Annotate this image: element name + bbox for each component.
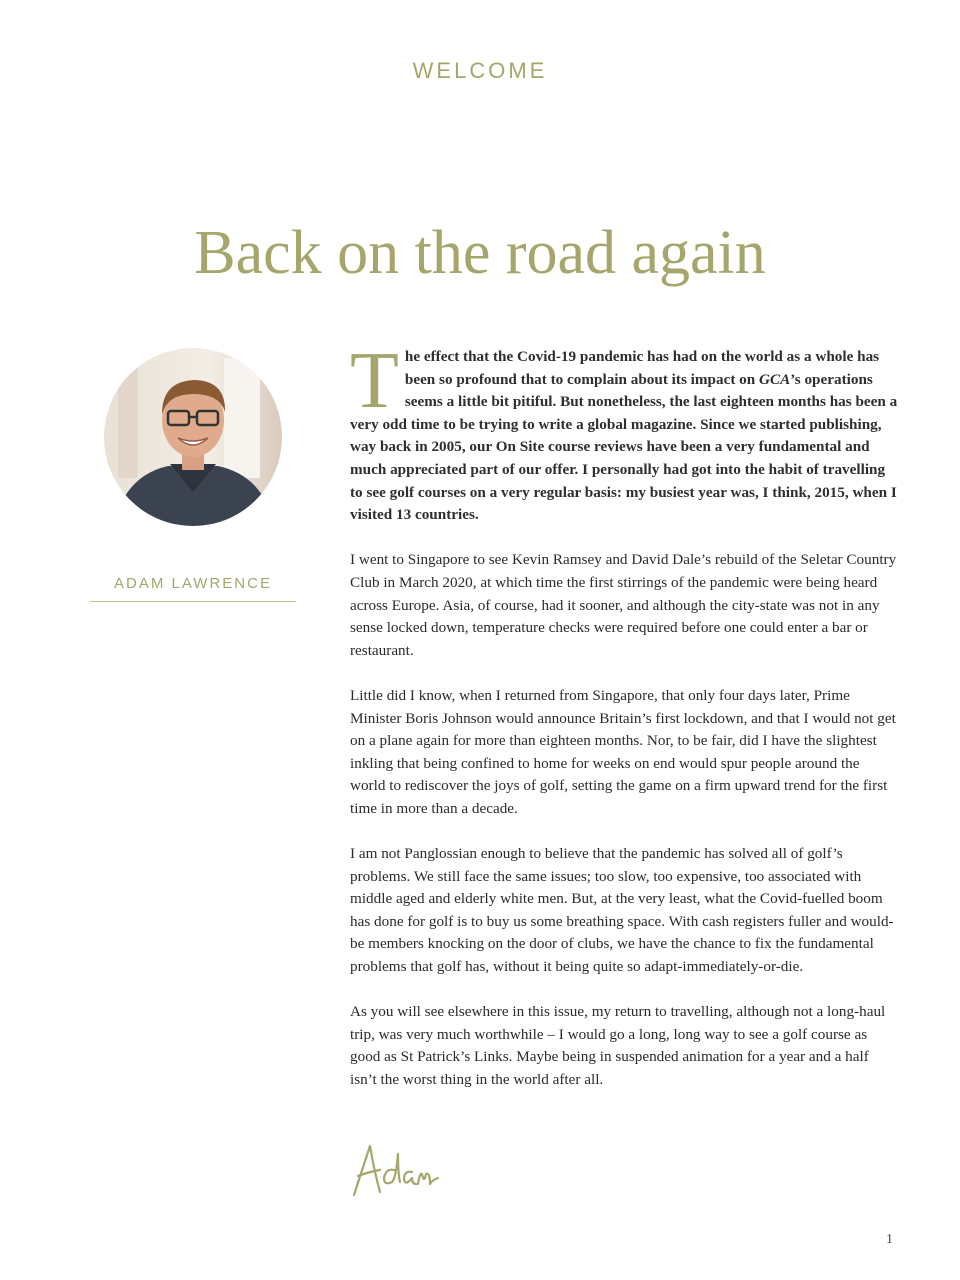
signature: [350, 1140, 442, 1203]
lead-text-part-2: ’s operations seems a little bit pitiful. But nonetheless, the last eighteen months has been a very odd time to be trying to write a global magazine. Since we started publishing, way back in 2005, our On Site course reviews have been a very fundamental and much appreciated part of our offer. I personally had got into the habit of travelling to see golf courses on a very regular basis: my busiest year was, I think, 2015, when I visited 13 countries.: [350, 370, 898, 524]
lead-text-part-1: he effect that the Covid-19 pandemic has had on the world as a whole has been so profound that to complain about its impact on: [404, 348, 880, 388]
author-name: ADAM LAWRENCE: [114, 575, 272, 592]
author-portrait-image: [104, 348, 282, 526]
page-title: Back on the road again: [194, 219, 766, 287]
handwritten-signature-image: [350, 1140, 442, 1198]
section-label: WELCOME: [412, 58, 548, 83]
page-number: 1: [886, 1232, 893, 1247]
lead-paragraph: [350, 337, 898, 527]
drop-cap: T: [350, 337, 399, 425]
lead-gca-italic: GCA: [759, 370, 791, 388]
body-paragraph: As you will see elsewhere in this issue, my return to travelling, although not a long-haul trip, was very much worthwhile – I would go a long, long way to see a golf course as good as St Patrick’s Links. Maybe being in suspended animation for a year and a half isn’t the worst thing in the world after all.: [350, 1003, 886, 1088]
body-paragraph: I went to Singapore to see Kevin Ramsey and David Dale’s rebuild of the Seletar Country Club in March 2020, at which time the first stirrings of the pandemic were being heard across Europe. Asia, of course, had it sooner, and although the city-state was not in any sense locked down, temperature checks were required before one could enter a bar or restaurant.: [350, 551, 897, 659]
article-body: [350, 337, 898, 1114]
author-photo: [104, 348, 282, 526]
body-paragraph: Little did I know, when I returned from Singapore, that only four days later, Prime Minister Boris Johnson would announce Britain’s first lockdown, and that I would not get on a plane again for more than eighteen months. Nor, to be fair, did I have the slightest inkling that being confined to home for weeks on end would spur people around the world to rediscover the joys of golf, setting the game on a firm upward trend for the first time in more than a decade.: [350, 686, 896, 817]
body-paragraph: I am not Panglossian enough to believe that the pandemic has solved all of golf’s problems. We still face the same issues; too slow, too expensive, too associated with middle aged and elderly white men. But, at the very least, what the Covid-fuelled boom has done for golf is to buy us some breathing space. With cash registers fuller and would-be members knocking on the door of clubs, we have the chance to fix the fundamental problems that golf has, without it being quite so adapt-immediately-or-die.: [350, 845, 894, 976]
author-divider: [90, 601, 296, 602]
